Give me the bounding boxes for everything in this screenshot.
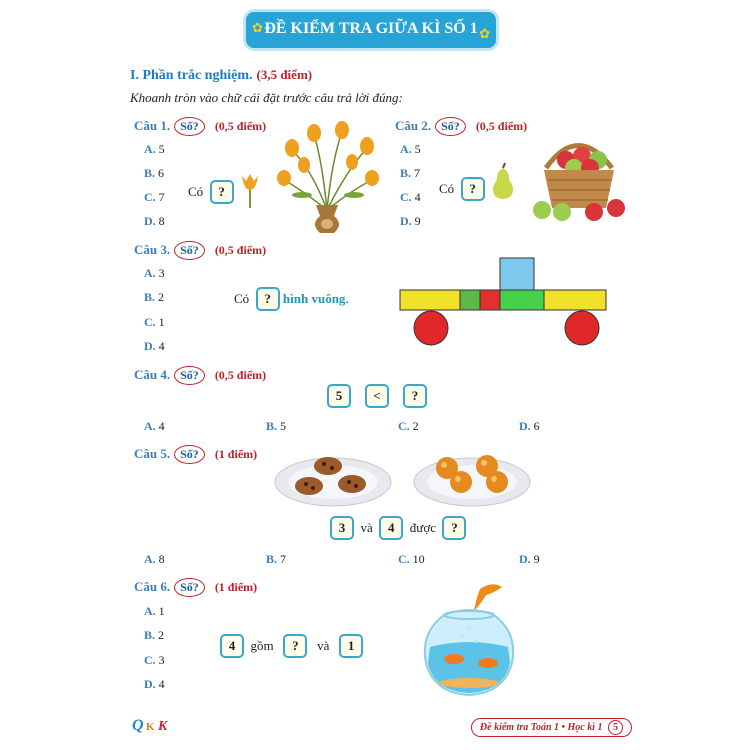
flower-icon: ✿ <box>252 20 263 35</box>
shapes-vehicle-image <box>398 256 610 348</box>
footer-label <box>471 718 632 737</box>
so-badge: Số? <box>174 578 205 597</box>
question-points: (0,5 điểm) <box>214 119 267 133</box>
question-label: Câu 6. <box>134 579 171 594</box>
option-d[interactable]: D. 6 <box>519 419 540 433</box>
option-a[interactable]: A. 8 <box>144 552 165 566</box>
publisher-logo <box>130 712 178 736</box>
q2-prompt: Có ? <box>439 177 485 201</box>
option-c[interactable]: C. 10 <box>398 552 425 566</box>
question-3-header <box>134 241 266 260</box>
bun-plate-image <box>411 450 533 508</box>
comparison-box: < <box>365 384 389 408</box>
svg-text:K: K <box>146 721 155 733</box>
number-box: 1 <box>339 634 363 658</box>
number-box: 4 <box>379 516 403 540</box>
answer-box: ? <box>210 180 234 204</box>
question-4-header <box>134 366 266 385</box>
tulip-icon <box>238 172 262 210</box>
answer-box: ? <box>442 516 466 540</box>
question-points: (1 điểm) <box>214 447 258 461</box>
option-d[interactable]: D. 8 <box>144 214 165 228</box>
q3-prompt: Có ? hình vuông. <box>234 287 349 311</box>
section-points: (3,5 điểm) <box>256 67 313 82</box>
option-d[interactable]: D. 4 <box>144 677 165 691</box>
option-b[interactable]: B. 7 <box>400 166 421 180</box>
number-box: 3 <box>330 516 354 540</box>
option-a[interactable]: A. 4 <box>144 419 165 433</box>
question-label: Câu 1. <box>134 118 171 133</box>
svg-text:K: K <box>158 719 168 734</box>
comparison-expression <box>327 384 427 408</box>
so-badge: Số? <box>435 117 466 136</box>
q1-prompt: Có ? <box>188 180 234 204</box>
question-points: (0,5 điểm) <box>475 119 528 133</box>
question-2-header <box>395 117 527 136</box>
option-c[interactable]: C. 4 <box>400 190 421 204</box>
option-d[interactable]: D. 9 <box>519 552 540 566</box>
option-b[interactable]: B. 6 <box>144 166 165 180</box>
apple-basket-image <box>528 128 630 224</box>
number-box: 4 <box>220 634 244 658</box>
question-label: Câu 5. <box>134 446 171 461</box>
option-c[interactable]: C. 7 <box>144 190 165 204</box>
option-b[interactable]: B. 2 <box>144 290 165 304</box>
question-6-header <box>134 578 257 597</box>
answer-box: ? <box>256 287 280 311</box>
option-c[interactable]: C. 1 <box>144 315 165 329</box>
option-a[interactable]: A. 5 <box>400 142 421 156</box>
tulip-vase-image <box>272 120 382 235</box>
so-badge: Số? <box>174 366 205 385</box>
option-a[interactable]: A. 3 <box>144 266 165 280</box>
footer-text: Đề kiểm tra Toán 1 • Học kì 1 <box>479 722 603 733</box>
q6-expression: 4 gồm ? và 1 <box>220 634 363 658</box>
answer-box: ? <box>283 634 307 658</box>
option-a[interactable]: A. 5 <box>144 142 165 156</box>
so-badge: Số? <box>174 241 205 260</box>
number-box: 5 <box>327 384 351 408</box>
option-c[interactable]: C. 3 <box>144 653 165 667</box>
option-d[interactable]: D. 9 <box>400 214 421 228</box>
option-b[interactable]: B. 5 <box>266 419 287 433</box>
instruction-text: Khoanh tròn vào chữ cái đặt trước câu trả lời đúng: <box>130 90 403 105</box>
question-points: (0,5 điểm) <box>214 368 267 382</box>
question-label: Câu 2. <box>395 118 432 133</box>
answer-box: ? <box>403 384 427 408</box>
question-5-header <box>134 445 257 464</box>
cookie-plate-image <box>272 450 394 508</box>
section-title: I. Phần trắc nghiệm. <box>130 68 253 83</box>
so-badge: Số? <box>174 117 205 136</box>
question-label: Câu 4. <box>134 367 171 382</box>
flower-icon: ✿ <box>479 26 490 41</box>
fishbowl-image <box>414 575 524 700</box>
so-badge: Số? <box>174 445 205 464</box>
question-1-header <box>134 117 266 136</box>
section-header <box>130 66 312 84</box>
title-banner <box>246 12 496 48</box>
option-c[interactable]: C. 2 <box>398 419 419 433</box>
svg-text:Q: Q <box>132 717 144 734</box>
option-b[interactable]: B. 7 <box>266 552 287 566</box>
question-label: Câu 3. <box>134 242 171 257</box>
question-points: (1 điểm) <box>214 580 258 594</box>
question-points: (0,5 điểm) <box>214 243 267 257</box>
option-a[interactable]: A. 1 <box>144 604 165 618</box>
option-d[interactable]: D. 4 <box>144 339 165 353</box>
pear-icon <box>488 162 518 202</box>
answer-box: ? <box>461 177 485 201</box>
page-title: ĐỀ KIỂM TRA GIỮA KÌ SỐ 1 <box>264 20 478 37</box>
option-b[interactable]: B. 2 <box>144 628 165 642</box>
q5-expression: 3 và 4 được ? <box>330 516 466 540</box>
page-number: 5 <box>608 720 623 735</box>
